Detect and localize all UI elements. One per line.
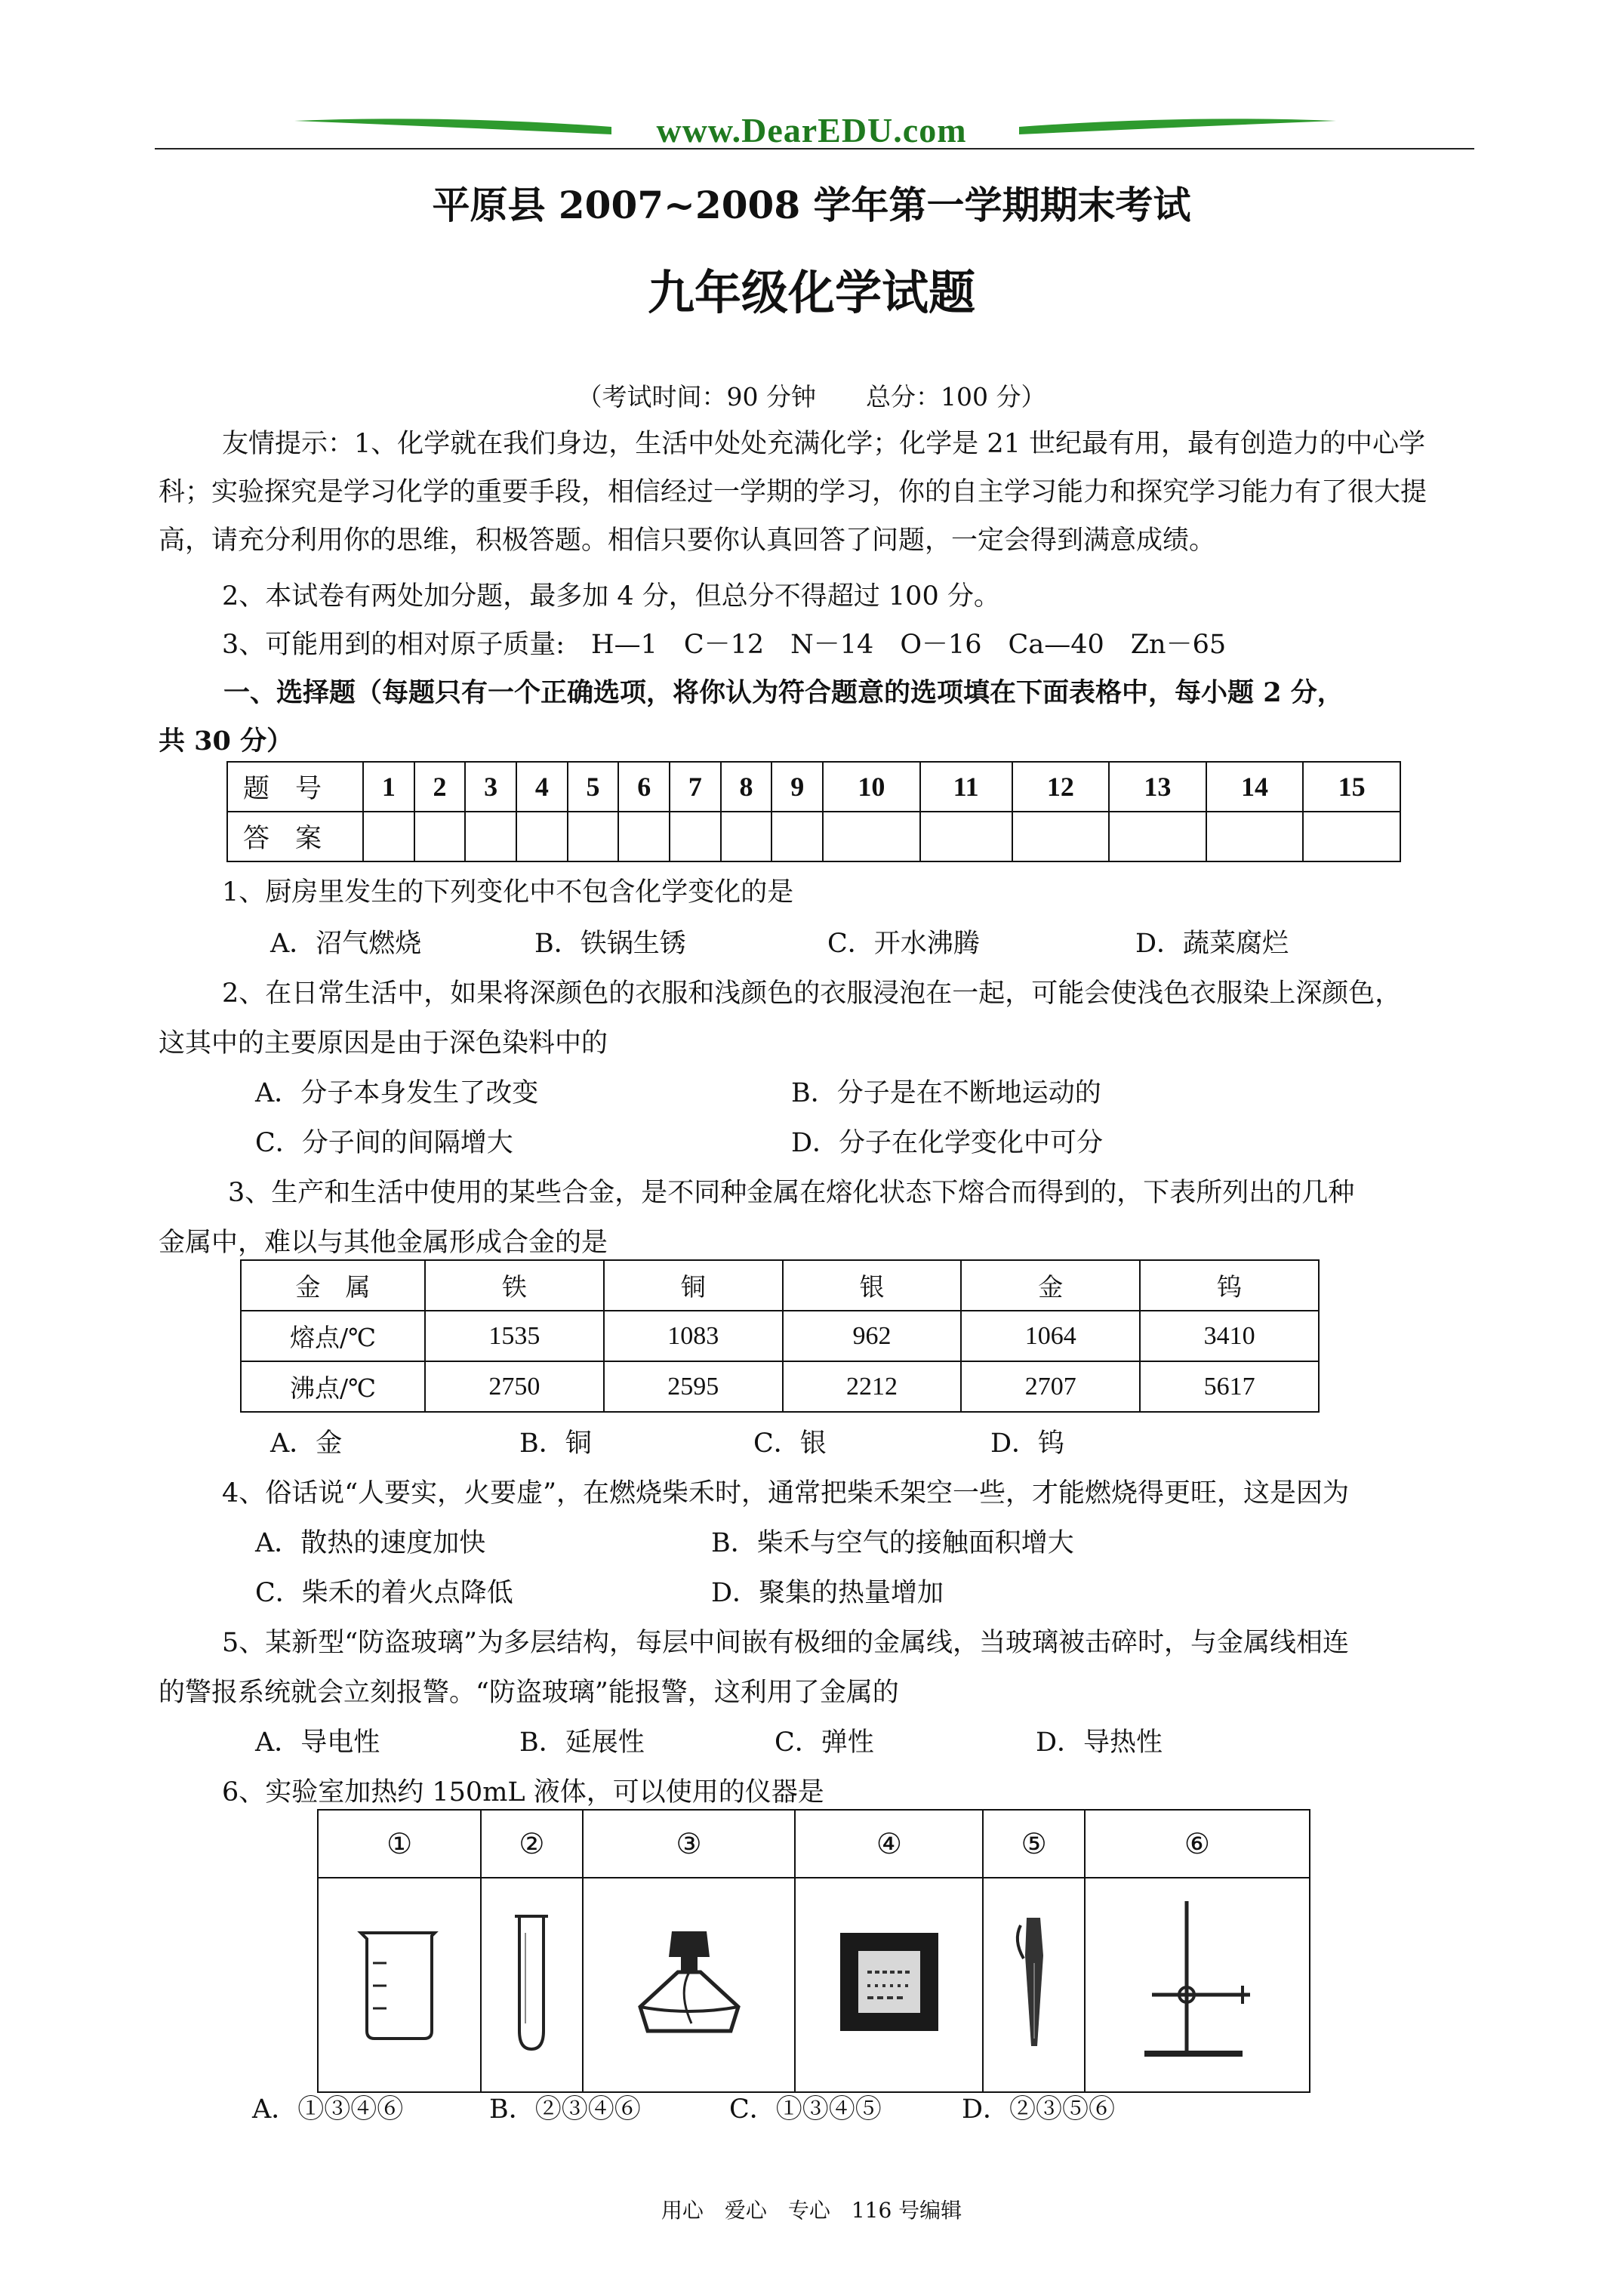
answer-cell[interactable]	[363, 812, 414, 861]
section-1-heading-cont: 共 30 分）	[159, 726, 294, 757]
q2-stem-line-1: 2、在日常生活中，如果将深颜色的衣服和浅颜色的衣服浸泡在一起，可能会使浅色衣服染上深颜色，	[222, 978, 1402, 1009]
metal-table-cell: 962	[783, 1311, 962, 1361]
q4-option-d: D．聚集的热量增加	[711, 1578, 944, 1608]
answer-table-answer-row	[227, 812, 1400, 861]
metal-table-row-melting	[241, 1311, 1319, 1361]
answer-cell[interactable]	[823, 812, 920, 861]
question-number: 15	[1303, 762, 1400, 812]
metal-properties-table	[240, 1259, 1320, 1413]
q4-option-a: A．散热的速度加快	[255, 1528, 486, 1558]
q2-option-a: A．分子本身发生了改变	[255, 1078, 539, 1108]
q1-option-a: A．沼气燃烧	[270, 929, 422, 959]
instrument-cell	[318, 1878, 481, 2092]
asbestos-gauze-icon	[833, 1925, 946, 2039]
q5-option-d: D．导热性	[1036, 1727, 1163, 1758]
instrument-number: ③	[583, 1810, 796, 1878]
q5-option-a: A．导电性	[255, 1727, 380, 1758]
metal-table-cell: 2750	[425, 1361, 604, 1412]
question-number: 5	[568, 762, 619, 812]
q1-option-c: C．开水沸腾	[827, 929, 980, 959]
exam-subtitle: 九年级化学试题	[647, 265, 975, 320]
metal-table-row-boiling	[241, 1361, 1319, 1412]
exam-info: （考试时间：90 分钟 总分：100 分）	[577, 382, 1046, 411]
section-1-heading: 一、选择题（每题只有一个正确选项，将你认为符合题意的选项填在下面表格中，每小题 2 分，	[223, 677, 1344, 708]
page-footer: 用心 爱心 专心 116 号编辑	[661, 2198, 962, 2223]
answer-cell[interactable]	[1109, 812, 1206, 861]
q6-option-c: C．①③④⑤	[729, 2094, 882, 2125]
answer-cell[interactable]	[1303, 812, 1400, 861]
q1-stem: 1、厨房里发生的下列变化中不包含化学变化的是	[222, 877, 794, 908]
metal-table-cell: 1535	[425, 1311, 604, 1361]
metal-table-header-cell: 钨	[1140, 1260, 1319, 1311]
instrument-table	[317, 1809, 1310, 2093]
instrument-cell	[1085, 1878, 1310, 2092]
question-number: 1	[363, 762, 414, 812]
q5-stem-line-1: 5、某新型“防盗玻璃”为多层结构，每层中间嵌有极细的金属线，当玻璃被击碎时，与金属线相连	[222, 1628, 1350, 1658]
metal-table-row-label: 沸点/℃	[241, 1361, 425, 1412]
instrument-number: ⑤	[983, 1810, 1084, 1878]
q2-option-b: B．分子是在不断地运动的	[791, 1078, 1101, 1108]
answer-cell[interactable]	[1206, 812, 1304, 861]
metal-table-cell: 2707	[961, 1361, 1140, 1412]
q3-stem-line-2: 金属中，难以与其他金属形成合金的是	[159, 1228, 608, 1258]
question-number: 2	[414, 762, 466, 812]
question-number: 4	[516, 762, 568, 812]
q6-stem: 6、实验室加热约 150mL 液体，可以使用的仪器是	[222, 1777, 824, 1808]
exam-title: 平原县 2007~2008 学年第一学期期末考试	[432, 183, 1191, 227]
tip-2-text: 2、本试卷有两处加分题，最多加 4 分，但总分不得超过 100 分。	[222, 581, 1000, 612]
tip-paragraph-1	[159, 420, 1472, 565]
question-number: 9	[771, 762, 823, 812]
tip-1-text: 友情提示：1、化学就在我们身边，生活中处处充满化学；化学是 21 世纪最有用，最有创造力的中心学科；实验探究是学习化学的重要手段，相信经过一学期的学习，你的自主学习能力和探究学习能力有了很大提高，请充分利用你的思维，积极答题。相信只要你认真回答了问题，一定会得到满意成绩。	[159, 429, 1427, 556]
q5-option-b: B．延展性	[519, 1727, 645, 1758]
question-number: 7	[670, 762, 721, 812]
test-tube-holder-icon	[1004, 1910, 1064, 2054]
q3-stem-line-1: 3、生产和生活中使用的某些合金，是不同种金属在熔化状态下熔合而得到的，下表所列出的几种	[228, 1178, 1355, 1208]
metal-table-cell: 2595	[604, 1361, 783, 1412]
question-number: 10	[823, 762, 920, 812]
instrument-cell	[795, 1878, 983, 2092]
question-number: 8	[721, 762, 772, 812]
alcohol-lamp-icon	[625, 1918, 753, 2046]
q1-option-b: B．铁锅生锈	[534, 929, 686, 959]
answer-table-row-label: 答案	[227, 812, 363, 861]
q5-stem-line-2: 的警报系统就会立刻报警。“防盗玻璃”能报警，这利用了金属的	[159, 1678, 899, 1708]
answer-cell[interactable]	[414, 812, 466, 861]
metal-table-header-cell: 铁	[425, 1260, 604, 1311]
question-number: 3	[465, 762, 516, 812]
metal-table-header-cell: 金 属	[241, 1260, 425, 1311]
logo-text: www.DearEDU.com	[656, 111, 967, 149]
metal-table-header-cell: 金	[961, 1260, 1140, 1311]
instrument-cell	[481, 1878, 582, 2092]
iron-stand-icon	[1129, 1895, 1265, 2069]
q4-option-b: B．柴禾与空气的接触面积增大	[711, 1528, 1074, 1558]
instrument-number: ①	[318, 1810, 481, 1878]
q1-option-d: D．蔬菜腐烂	[1135, 929, 1289, 959]
test-tube-icon	[501, 1910, 562, 2054]
answer-table-row-label: 题号	[227, 762, 363, 812]
header-rule	[155, 148, 1474, 149]
instrument-number: ④	[795, 1810, 983, 1878]
question-number: 6	[618, 762, 670, 812]
q2-option-c: C．分子间的间隔增大	[255, 1128, 513, 1158]
question-number: 13	[1109, 762, 1206, 812]
q3-option-a: A．金	[270, 1428, 343, 1459]
q3-option-c: C．银	[753, 1428, 827, 1459]
metal-table-cell: 3410	[1140, 1311, 1319, 1361]
metal-table-header-row	[241, 1260, 1319, 1311]
answer-cell[interactable]	[721, 812, 772, 861]
answer-cell[interactable]	[1012, 812, 1110, 861]
answer-cell[interactable]	[920, 812, 1012, 861]
q6-option-d: D．②③⑤⑥	[962, 2094, 1116, 2125]
instrument-cell	[983, 1878, 1084, 2092]
metal-table-cell: 1064	[961, 1311, 1140, 1361]
q3-option-d: D．钨	[990, 1428, 1065, 1459]
instrument-number: ②	[481, 1810, 582, 1878]
answer-cell[interactable]	[670, 812, 721, 861]
metal-table-row-label: 熔点/℃	[241, 1311, 425, 1361]
instrument-cell	[583, 1878, 796, 2092]
question-number: 14	[1206, 762, 1304, 812]
metal-table-header-cell: 铜	[604, 1260, 783, 1311]
answer-cell[interactable]	[618, 812, 670, 861]
metal-table-cell: 1083	[604, 1311, 783, 1361]
instrument-picture-row	[318, 1878, 1310, 2092]
question-number: 12	[1012, 762, 1110, 812]
q6-option-a: A．①③④⑥	[252, 2094, 404, 2125]
answer-cell[interactable]	[465, 812, 516, 861]
q4-option-c: C．柴禾的着火点降低	[255, 1578, 513, 1608]
answer-table-number-row	[227, 762, 1400, 812]
answer-cell[interactable]	[771, 812, 823, 861]
answer-cell[interactable]	[516, 812, 568, 861]
question-number: 11	[920, 762, 1012, 812]
answer-table	[226, 761, 1401, 862]
metal-table-cell: 5617	[1140, 1361, 1319, 1412]
metal-table-cell: 2212	[783, 1361, 962, 1412]
q2-stem-line-2: 这其中的主要原因是由于深色染料中的	[159, 1028, 608, 1059]
metal-table-header-cell: 银	[783, 1260, 962, 1311]
answer-cell[interactable]	[568, 812, 619, 861]
q3-option-b: B．铜	[519, 1428, 592, 1459]
beaker-icon	[350, 1918, 448, 2046]
q4-stem: 4、俗话说“人要实，火要虚”，在燃烧柴禾时，通常把柴禾架空一些，才能燃烧得更旺，这是因为	[222, 1478, 1350, 1509]
instrument-number: ⑥	[1085, 1810, 1310, 1878]
instrument-number-row	[318, 1810, 1310, 1878]
q5-option-c: C．弹性	[775, 1727, 874, 1758]
q2-option-d: D．分子在化学变化中可分	[791, 1128, 1104, 1158]
tip-3-text: 3、可能用到的相对原子质量: H—1 C－12 N－14 O－16 Ca—40 Zn－65	[222, 630, 1227, 660]
q6-option-b: B．②③④⑥	[489, 2094, 641, 2125]
